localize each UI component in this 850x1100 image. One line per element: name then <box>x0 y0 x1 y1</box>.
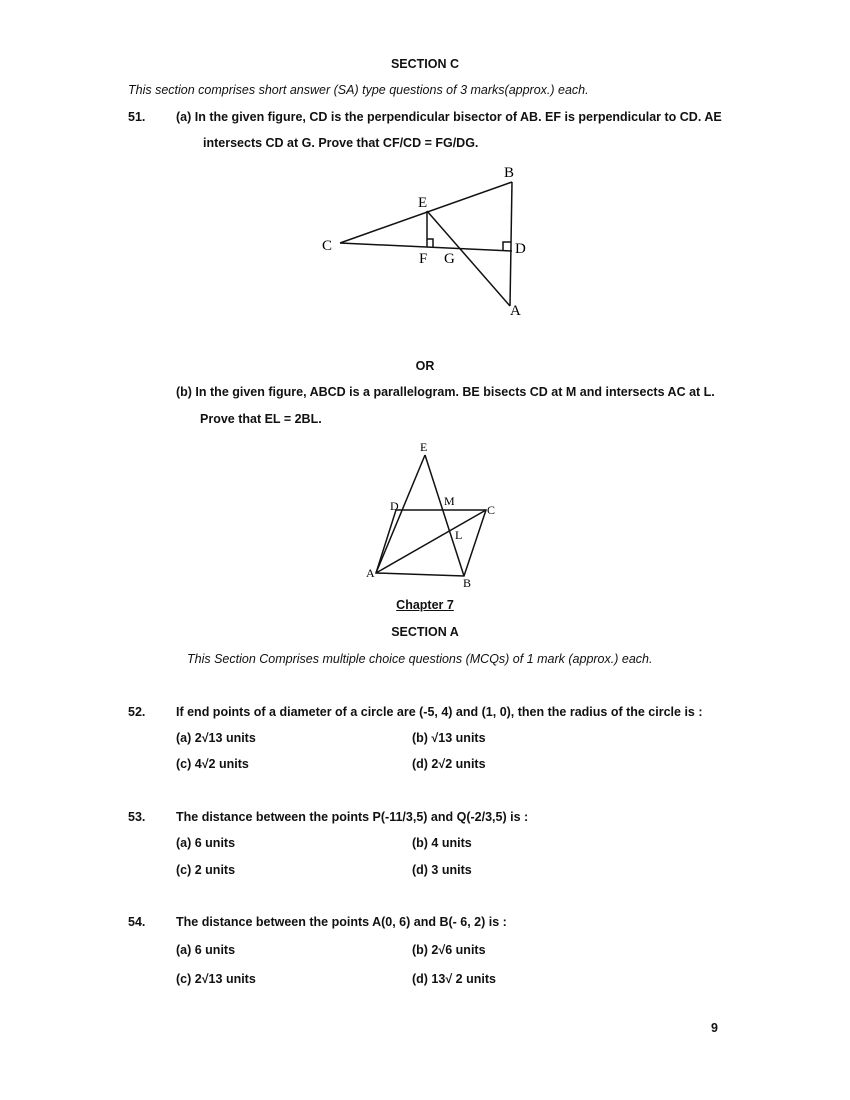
label-a: A <box>510 303 521 319</box>
option-52-b: (b) √13 units <box>412 731 486 745</box>
q51-part-a-line2: intersects CD at G. Prove that CF/CD = FG/DG. <box>203 136 479 150</box>
question-number-54: 54. <box>128 915 146 929</box>
option-54-a: (a) 6 units <box>176 943 236 957</box>
or-label: OR <box>415 359 435 373</box>
option-53-a: (a) 6 units <box>176 836 236 850</box>
line-ae <box>376 455 425 573</box>
option-54-b: (b) 2√6 units <box>412 943 486 957</box>
label-f: F <box>419 251 428 267</box>
option-52-d: (d) 2√2 units <box>412 757 486 771</box>
label-c2: C <box>487 503 496 517</box>
question-number-51: 51. <box>128 110 146 124</box>
section-c-intro: This section comprises short answer (SA) type questions of 3 marks(approx.) each. <box>128 83 589 97</box>
figure-parallelogram <box>360 435 510 595</box>
line-cb <box>340 182 512 243</box>
option-53-c: (c) 2 units <box>176 863 236 877</box>
option-54-d: (d) 13√ 2 units <box>412 972 496 986</box>
label-b: B <box>504 165 515 181</box>
line-eb <box>425 455 464 576</box>
section-a-heading: SECTION A <box>391 625 459 639</box>
label-b2: B <box>463 576 472 590</box>
label-g: G <box>444 251 455 267</box>
label-c: C <box>322 238 333 254</box>
right-angle-f <box>427 239 433 247</box>
label-e2: E <box>420 440 428 454</box>
question-number-53: 53. <box>128 810 146 824</box>
option-53-b: (b) 4 units <box>412 836 472 850</box>
option-53-d: (d) 3 units <box>412 863 472 877</box>
section-a-intro: This Section Comprises multiple choice questions (MCQs) of 1 mark (approx.) each. <box>187 652 653 666</box>
chapter-title: Chapter 7 <box>396 598 454 612</box>
line-ea <box>427 211 510 306</box>
question-text-54: The distance between the points A(0, 6) and B(- 6, 2) is : <box>176 915 507 929</box>
figure-perpendicular-bisector <box>300 160 560 320</box>
label-e: E <box>418 195 428 211</box>
line-cd <box>340 243 512 251</box>
line-ba <box>510 182 512 306</box>
option-52-a: (a) 2√13 units <box>176 731 256 745</box>
question-text-53: The distance between the points P(-11/3,5) and Q(-2/3,5) is : <box>176 810 529 824</box>
question-number-52: 52. <box>128 705 146 719</box>
label-a2: A <box>366 566 375 580</box>
label-m: M <box>444 494 455 508</box>
label-l: L <box>455 528 463 542</box>
page-number: 9 <box>711 1021 718 1035</box>
option-52-c: (c) 4√2 units <box>176 757 249 771</box>
label-d2: D <box>390 499 399 513</box>
q51-part-b-line1: (b) In the given figure, ABCD is a parallelogram. BE bisects CD at M and intersects AC at L. <box>176 385 715 399</box>
q51-part-b-line2: Prove that EL = 2BL. <box>200 412 322 426</box>
question-text-52: If end points of a diameter of a circle are (-5, 4) and (1, 0), then the radius of the circle is : <box>176 705 703 719</box>
label-d: D <box>515 241 526 257</box>
option-54-c: (c) 2√13 units <box>176 972 256 986</box>
q51-part-a-line1: (a) In the given figure, CD is the perpendicular bisector of AB. EF is perpendicular to CD. AE <box>176 110 722 124</box>
right-angle-d <box>503 242 511 250</box>
section-c-heading: SECTION C <box>390 57 460 71</box>
